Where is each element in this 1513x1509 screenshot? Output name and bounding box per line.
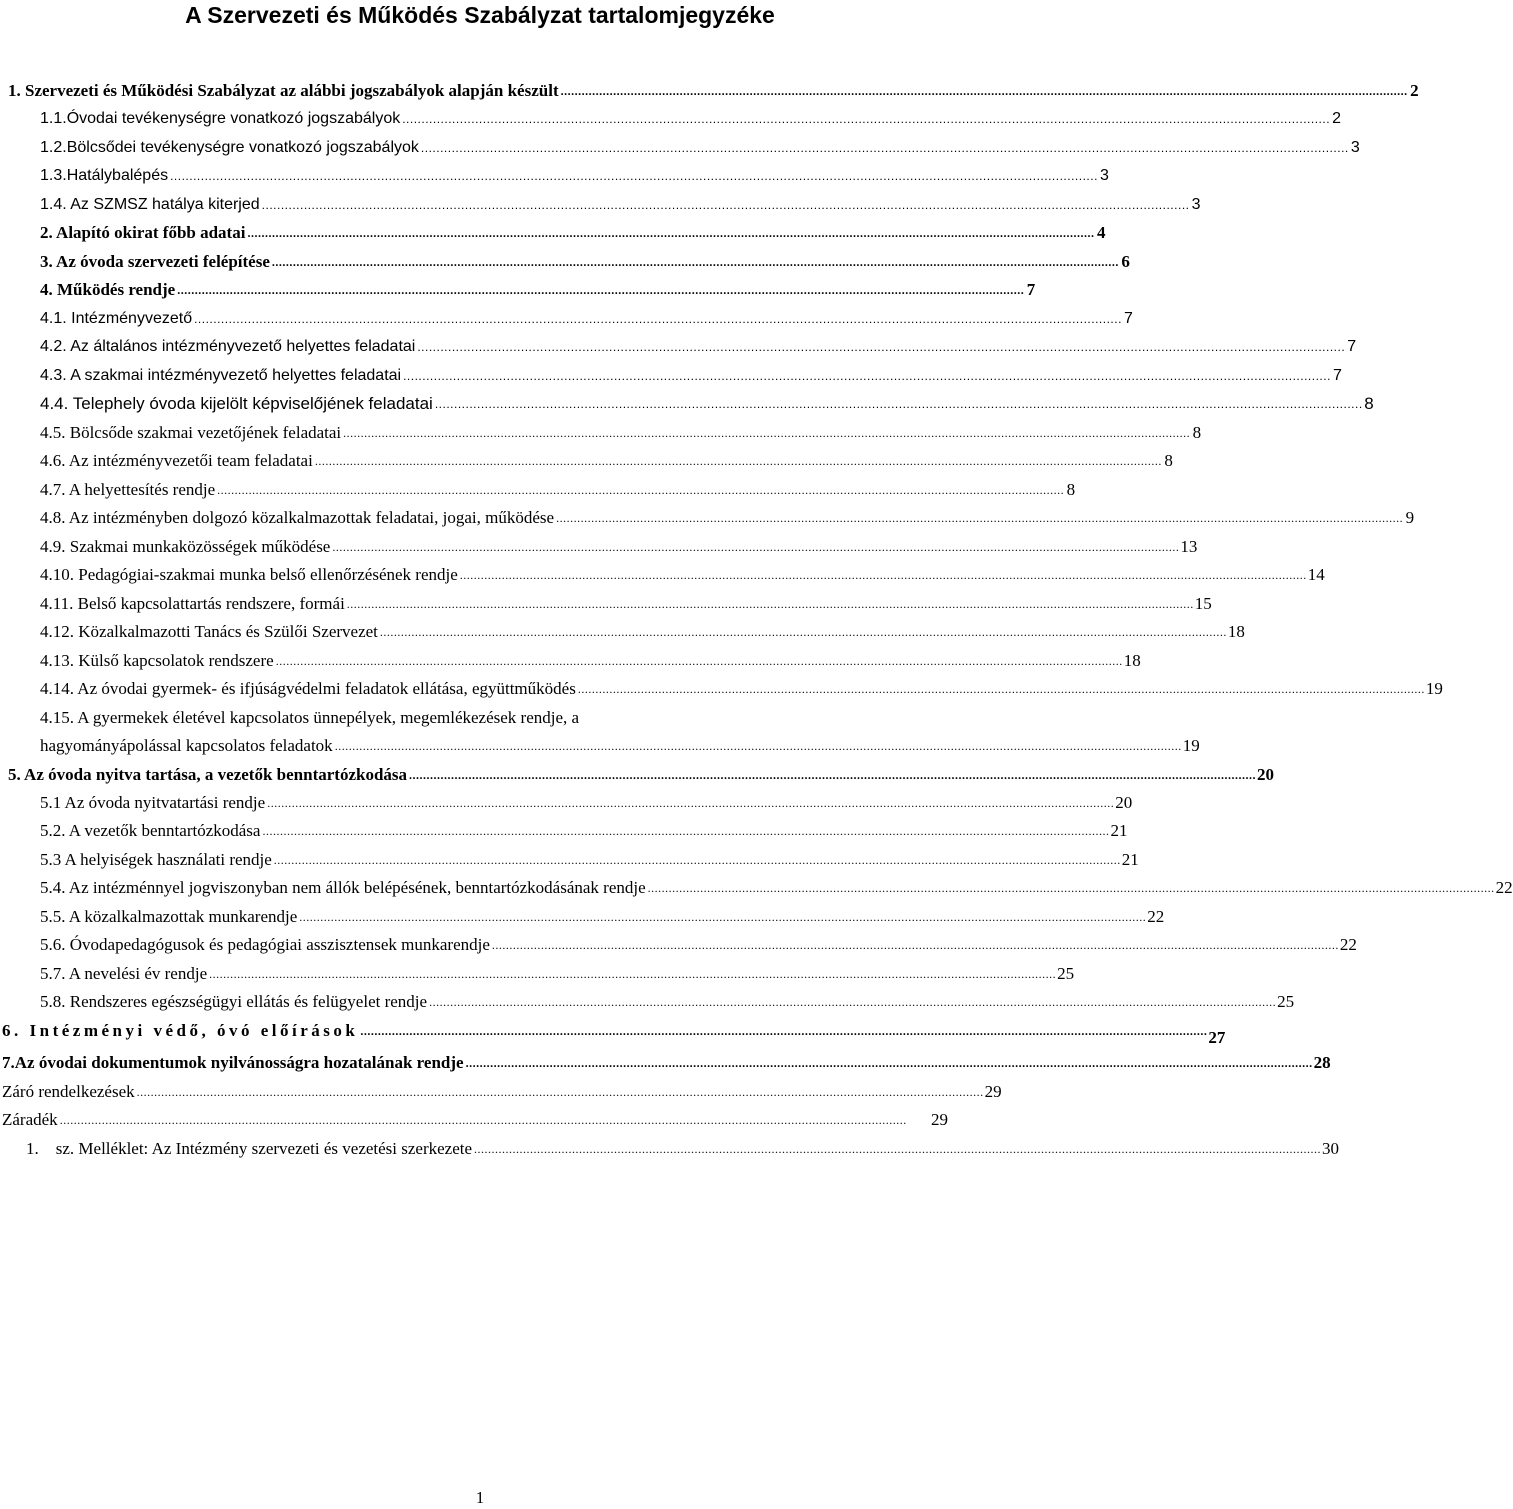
toc-entry[interactable] [40, 564, 1325, 586]
toc-leader-dots: .................................................................................................................................................................................................................................................. [314, 454, 1162, 468]
toc-leader-dots: .................................................................................................................................................................................................................................................. [332, 540, 1180, 554]
toc-entry-title: 4.1. Intézményvezető [40, 310, 193, 327]
toc-entry[interactable] [40, 991, 1295, 1013]
toc-entry[interactable] [8, 764, 1275, 786]
toc-entry-page: 7 [1026, 280, 1036, 299]
toc-leader-dots: .................................................................................................................................................................................................................................................. [194, 312, 1122, 326]
toc-entry[interactable] [40, 934, 1357, 956]
toc-entry[interactable] [40, 251, 1130, 273]
toc-leader-dots: .................................................................................................................................................................................................................................................. [474, 1142, 1322, 1156]
toc-entry[interactable] [8, 80, 1419, 102]
toc-entry-page: 22 [1339, 935, 1357, 954]
toc-entry-title: 1.1.Óvodai tevékenységre vonatkozó jogszabályok [40, 110, 401, 127]
toc-entry-page: 27 [1208, 1028, 1226, 1047]
toc-leader-dots: .................................................................................................................................................................................................................................................. [275, 654, 1123, 668]
toc-entry[interactable] [40, 849, 1139, 871]
toc-entry-page: 9 [1405, 508, 1415, 527]
toc-entry[interactable] [40, 165, 1109, 187]
toc-leader-dots: .................................................................................................................................................................................................................................................. [209, 967, 1057, 981]
toc-entry-title: 1.3.Hatálybalépés [40, 167, 169, 184]
toc-leader-dots: .................................................................................................................................................................................................................................................. [577, 682, 1425, 696]
toc-entry[interactable] [40, 650, 1141, 672]
toc-entry-page: 14 [1307, 565, 1325, 584]
toc-entry-page: 7 [1124, 310, 1133, 327]
toc-entry[interactable] [26, 1138, 1340, 1160]
toc-entry-title: 4.10. Pedagógiai-szakmai munka belső ellenőrzésének rendje [40, 565, 458, 584]
toc-entry-page: 2 [1410, 81, 1419, 100]
toc-leader-dots: .................................................................................................................................................................................................................................................. [299, 910, 1147, 924]
toc-entry-title: 5.7. A nevelési év rendje [40, 964, 208, 983]
toc-leader-dots: .................................................................................................................................................................................................................................................. [429, 995, 1277, 1009]
toc-entry[interactable] [40, 222, 1106, 244]
toc-entry-title: 4.8. Az intézményben dolgozó közalkalmazottak feladatai, jogai, működése [40, 508, 555, 527]
toc-entry-page: 3 [1191, 196, 1201, 213]
toc-entry-page: 8 [1364, 394, 1374, 413]
toc-entry-page: 30 [1322, 1139, 1340, 1158]
toc-entry-title: 4.13. Külső kapcsolatok rendszere [40, 651, 274, 670]
toc-entry-title: 4. Működés rendje [40, 280, 176, 299]
toc-leader-dots: .................................................................................................................................................................................................................................................. [459, 568, 1307, 582]
toc-entry-title: 4.5. Bölcsőde szakmai vezetőjének feladatai [40, 423, 342, 442]
toc-leader-dots: .................................................................................................................................................................................................................................................. [267, 796, 1115, 810]
toc-leader-dots: .................................................................................................................................................................................................................................................. [491, 938, 1339, 952]
toc-leader-dots: .................................................................................................................................................................................................................................................. [136, 1085, 984, 1099]
toc-entry-title: 6. Intézményi védő, óvó előírások [2, 1021, 359, 1040]
toc-entry-title: 1. Szervezeti és Működési Szabályzat az alábbi jogszabályok alapján készült [8, 81, 559, 100]
toc-entry-title: 4.12. Közalkalmazotti Tanács és Szülői Szervezet [40, 622, 378, 641]
toc-leader-dots: .................................................................................................................................................................................................................................................. [247, 226, 1095, 240]
toc-entry-page: 13 [1180, 537, 1198, 556]
toc-entry-title: 3. Az óvoda szervezeti felépítése [40, 252, 270, 271]
toc-leader-dots: .................................................................................................................................................................................................................................................. [647, 881, 1495, 895]
toc-entry[interactable] [40, 336, 1357, 358]
toc-entry-page: 29 [931, 1110, 948, 1129]
toc-entry-title: 4.3. A szakmai intézményvezető helyettes feladatai [40, 367, 402, 384]
toc-entry-page: 8 [1066, 480, 1076, 499]
toc-entry[interactable] [40, 507, 1415, 529]
toc-leader-dots: .................................................................................................................................................................................................................................................. [417, 340, 1346, 354]
toc-entry[interactable] [40, 536, 1198, 558]
toc-entry-first-line[interactable] [40, 707, 579, 729]
toc-entry[interactable] [2, 1020, 1226, 1047]
toc-entry-title: 1. sz. Melléklet: Az Intézmény szervezeti és vezetési szerkezete [26, 1139, 473, 1158]
toc-leader-dots: .................................................................................................................................................................................................................................................. [403, 369, 1331, 383]
toc-entry-title: Záradék [2, 1110, 58, 1129]
toc-entry-page: 28 [1313, 1053, 1331, 1072]
toc-entry[interactable] [40, 308, 1133, 330]
toc-leader-dots: .................................................................................................................................................................................................................................................. [217, 483, 1065, 497]
toc-entry[interactable] [2, 1052, 1331, 1074]
toc-entry-title: 4.4. Telephely óvoda kijelölt képviselőjének feladatai [40, 394, 433, 413]
toc-entry-page: 20 [1257, 765, 1275, 784]
toc-entry[interactable] [40, 820, 1128, 842]
toc-entry-title: 5. Az óvoda nyitva tartása, a vezetők benntartózkodása [8, 765, 408, 784]
toc-entry-title: 4.11. Belső kapcsolattartás rendszere, formái [40, 594, 345, 613]
toc-entry-page: 15 [1194, 594, 1212, 613]
toc-entry[interactable] [40, 365, 1342, 387]
document-title: A Szervezeti és Működés Szabályzat tartalomjegyzéke [185, 2, 775, 28]
toc-entry[interactable] [2, 1081, 1002, 1103]
toc-entry-title: 5.5. A közalkalmazottak munkarendje [40, 907, 298, 926]
toc-leader-dots: .................................................................................................................................................................................................................................................. [409, 768, 1257, 782]
toc-entry[interactable] [40, 735, 1200, 757]
toc-entry-title: 5.2. A vezetők benntartózkodása [40, 821, 261, 840]
toc-entry-title: 4.2. Az általános intézményvezető helyettes feladatai [40, 338, 416, 355]
toc-entry[interactable] [40, 963, 1075, 985]
toc-entry-page: 22 [1147, 907, 1165, 926]
toc-leader-dots: .................................................................................................................................................................................................................................................. [346, 597, 1194, 611]
toc-entry-title: hagyományápolással kapcsolatos feladatok [40, 736, 333, 755]
toc-entry[interactable] [40, 678, 1443, 700]
toc-entry[interactable] [40, 108, 1342, 130]
toc-leader-dots: .................................................................................................................................................................................................................................................. [59, 1113, 907, 1127]
toc-entry[interactable] [2, 1109, 948, 1131]
toc-leader-dots: .................................................................................................................................................................................................................................................. [360, 1024, 1208, 1038]
toc-entry-page: 7 [1347, 338, 1357, 355]
toc-leader-dots: .................................................................................................................................................................................................................................................. [556, 511, 1404, 525]
toc-leader-dots: .................................................................................................................................................................................................................................................. [420, 141, 1349, 155]
toc-entry-title: 5.8. Rendszeres egészségügyi ellátás és felügyelet rendje [40, 992, 428, 1011]
toc-entry-title: 5.3 A helyiségek használati rendje [40, 850, 272, 869]
toc-leader-dots: .................................................................................................................................................................................................................................................. [402, 112, 1331, 126]
toc-entry[interactable] [40, 422, 1202, 444]
toc-entry-page: 21 [1121, 850, 1139, 869]
toc-leader-dots: .................................................................................................................................................................................................................................................. [434, 397, 1363, 411]
toc-entry[interactable] [40, 137, 1360, 159]
toc-entry-title: 4.14. Az óvodai gyermek- és ifjúságvédelmi feladatok ellátása, együttműködés [40, 679, 576, 698]
toc-entry-page: 22 [1495, 878, 1513, 897]
toc-entry-page: 20 [1115, 793, 1133, 812]
toc-leader-dots: .................................................................................................................................................................................................................................................. [177, 283, 1025, 297]
toc-leader-dots: .................................................................................................................................................................................................................................................. [334, 739, 1182, 753]
toc-leader-dots: .................................................................................................................................................................................................................................................. [343, 426, 1191, 440]
toc-leader-dots: .................................................................................................................................................................................................................................................. [560, 84, 1408, 98]
toc-entry[interactable] [40, 279, 1036, 301]
toc-entry[interactable] [40, 906, 1165, 928]
toc-entry-title: 4.7. A helyettesítés rendje [40, 480, 216, 499]
toc-entry-page: 29 [984, 1082, 1002, 1101]
toc-leader-dots: .................................................................................................................................................................................................................................................. [170, 169, 1098, 183]
toc-entry-page: 25 [1057, 964, 1075, 983]
toc-entry[interactable] [40, 593, 1212, 615]
toc-entry-page: 18 [1123, 651, 1141, 670]
toc-entry-title: 7.Az óvodai dokumentumok nyilvánosságra hozatalának rendje [2, 1053, 464, 1072]
toc-entry[interactable] [40, 393, 1374, 415]
toc-entry-page: 18 [1227, 622, 1245, 641]
toc-entry[interactable] [40, 792, 1133, 814]
toc-entry-page: 2 [1332, 110, 1342, 127]
toc-entry[interactable] [40, 479, 1076, 501]
toc-leader-dots: .................................................................................................................................................................................................................................................. [271, 255, 1119, 269]
toc-entry-title: 4.9. Szakmai munkaközösségek működése [40, 537, 331, 556]
toc-entry-title: 2. Alapító okirat főbb adatai [40, 223, 246, 242]
toc-leader-dots: .................................................................................................................................................................................................................................................. [379, 625, 1227, 639]
toc-entry[interactable] [40, 621, 1245, 643]
toc-entry-title: Záró rendelkezések [2, 1082, 135, 1101]
page-number: 1 [475, 1488, 485, 1507]
toc-entry[interactable] [40, 877, 1513, 899]
toc-entry-page: 6 [1121, 252, 1130, 271]
toc-entry-page: 3 [1350, 139, 1360, 156]
toc-entry-page: 4 [1096, 223, 1106, 242]
toc-entry-page: 7 [1333, 367, 1342, 384]
toc-entry-title: 4.15. A gyermekek életével kapcsolatos ünnepélyek, megemlékezések rendje, a [40, 708, 580, 727]
toc-entry-page: 3 [1100, 167, 1109, 184]
toc-entry-page: 8 [1164, 451, 1173, 470]
toc-entry-page: 19 [1425, 679, 1443, 698]
toc-entry-page: 25 [1277, 992, 1295, 1011]
toc-entry-title: 5.4. Az intézménnyel jogviszonyban nem állók belépésének, benntartózkodásának rendje [40, 878, 646, 897]
toc-entry[interactable] [40, 450, 1173, 472]
toc-entry-title: 4.6. Az intézményvezetői team feladatai [40, 451, 313, 470]
toc-entry-page: 19 [1182, 736, 1200, 755]
toc-entry-title: 1.2.Bölcsődei tevékenységre vonatkozó jogszabályok [40, 139, 419, 156]
toc-leader-dots: .................................................................................................................................................................................................................................................. [261, 198, 1190, 212]
toc-entry-title: 5.6. Óvodapedagógusok és pedagógiai asszisztensek munkarendje [40, 935, 490, 954]
toc-leader-dots: .................................................................................................................................................................................................................................................. [465, 1056, 1313, 1070]
toc-entry-title: 5.1 Az óvoda nyitvatartási rendje [40, 793, 266, 812]
toc-leader-dots: .................................................................................................................................................................................................................................................. [273, 853, 1121, 867]
toc-entry[interactable] [40, 194, 1201, 216]
toc-entry-page: 21 [1110, 821, 1128, 840]
toc-entry-page: 8 [1192, 423, 1202, 442]
toc-leader-dots: .................................................................................................................................................................................................................................................. [262, 824, 1110, 838]
toc-entry-title: 1.4. Az SZMSZ hatálya kiterjed [40, 196, 260, 213]
